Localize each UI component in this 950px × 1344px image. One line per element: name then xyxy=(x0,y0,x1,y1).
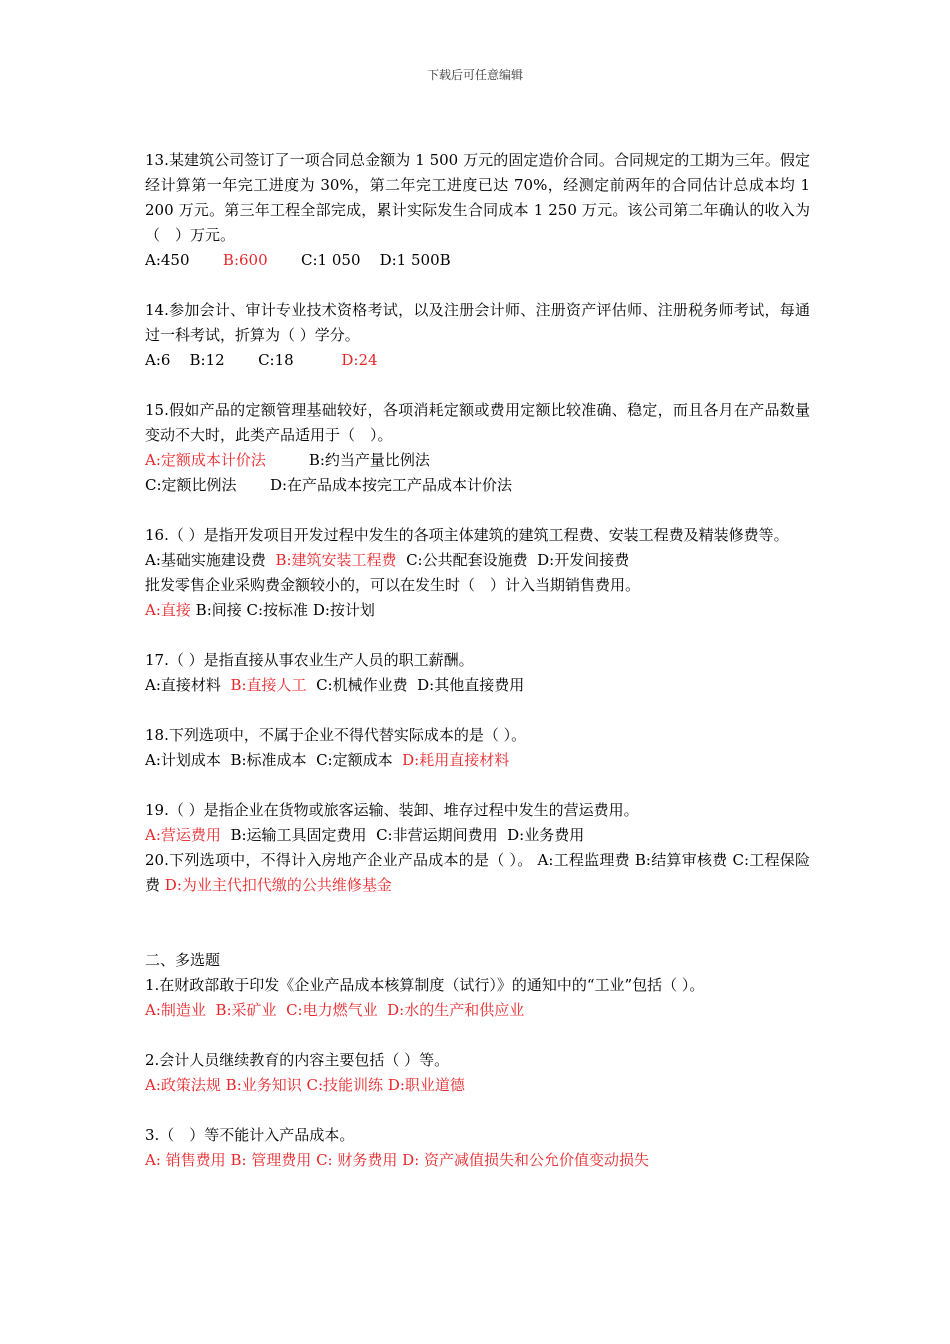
option-b-answer: B:600 xyxy=(222,251,268,269)
option-a-answer: A:营运费用 xyxy=(145,826,221,844)
option-d: D:在产品成本按完工产品成本计价法 xyxy=(269,476,513,494)
option-a: A:450 xyxy=(145,251,190,269)
question-14-options xyxy=(145,348,810,373)
option-d-answer: D: 资产减值损失和公允价值变动损失 xyxy=(402,1151,650,1169)
option-b-answer: B: 管理费用 xyxy=(230,1151,312,1169)
option-a: A:6 xyxy=(145,351,171,369)
option-c: C:定额比例法 xyxy=(145,476,237,494)
question-16: 16.（ ）是指开发项目开发过程中发生的各项主体建筑的建筑工程费、安装工程费及精装修费等。 xyxy=(145,526,789,544)
option-c: C:18 xyxy=(258,351,294,369)
question-14: 14.参加会计、审计专业技术资格考试，以及注册会计师、注册资产评估师、注册税务师考试，每通过一科考试，折算为（ ）学分。 xyxy=(145,301,810,344)
option-b-answer: B:业务知识 xyxy=(225,1076,302,1094)
question-20-text: 20.下列选项中，不得计入房地产企业产品成本的是（ ）。 A:工程监理费 B:结算审核费 C:工程保险费 xyxy=(145,851,810,894)
multi-question-3: 3.（ ）等不能计入产品成本。 xyxy=(145,1126,355,1144)
option-b: B:约当产量比例法 xyxy=(308,451,430,469)
question-13: 13.某建筑公司签订了一项合同总金额为 1 500 万元的固定造价合同。合同规定的工期为三年。假定经计算第一年完工进度为 30%，第二年完工进度已达 70%，经测定前两年的合同估计总成本均 1 200 万元。第三年工程全部完成，累计实际发生合同成本 1 250 万元。该公司第二年确认的收入为（ ）万元。 xyxy=(145,151,810,244)
question-19-options xyxy=(145,823,810,848)
option-c: C:机械作业费 xyxy=(316,676,408,694)
question-18: 18.下列选项中，不属于企业不得代替实际成本的是（ ）。 xyxy=(145,726,527,744)
option-c-answer: C: 财务费用 xyxy=(316,1151,398,1169)
multi-question-3-options xyxy=(145,1148,810,1173)
multi-question-1: 1.在财政部敢于印发《企业产品成本核算制度（试行）》的通知中的“工业”包括（ ）。 xyxy=(145,976,705,994)
option-c: C:定额成本 xyxy=(316,751,393,769)
option-c-answer: C:电力燃气业 xyxy=(286,1001,378,1019)
multi-question-1-options xyxy=(145,998,810,1023)
option-d-answer: D:职业道德 xyxy=(387,1076,465,1094)
option-a: A:计划成本 xyxy=(145,751,221,769)
option-c: C:公共配套设施费 xyxy=(406,551,528,569)
question-15-options-ab xyxy=(145,448,810,473)
question-19: 19.（ ）是指企业在货物或旅客运输、装卸、堆存过程中发生的营运费用。 xyxy=(145,801,639,819)
option-d: D:1 500B xyxy=(379,251,451,269)
option-d: D:其他直接费用 xyxy=(417,676,525,694)
question-18-options xyxy=(145,748,810,773)
option-d-answer: D:为业主代扣代缴的公共维修基金 xyxy=(164,876,392,894)
question-13-options xyxy=(145,248,810,273)
option-b: B:12 xyxy=(189,351,225,369)
question-16-options xyxy=(145,548,810,573)
question-15: 15.假如产品的定额管理基础较好，各项消耗定额或费用定额比较准确、稳定，而且各月在产品数量变动不大时，此类产品适用于（ ）。 xyxy=(145,401,810,444)
option-d-answer: D:24 xyxy=(341,351,378,369)
question-15-options-cd xyxy=(145,473,810,498)
option-b: B:间接 xyxy=(195,601,242,619)
option-d-answer: D:耗用直接材料 xyxy=(402,751,510,769)
document-body xyxy=(145,148,810,1173)
section-title-multiple-choice: 二、多选题 xyxy=(145,951,221,969)
option-d: D:业务费用 xyxy=(507,826,585,844)
option-a-answer: A:直接 xyxy=(145,601,191,619)
question-20 xyxy=(145,848,810,898)
option-c: C:非营运期间费用 xyxy=(376,826,498,844)
option-a-answer: A:制造业 xyxy=(145,1001,206,1019)
option-a-answer: A: 销售费用 xyxy=(145,1151,226,1169)
option-d: D:按计划 xyxy=(312,601,375,619)
multi-question-2: 2.会计人员继续教育的内容主要包括（ ）等。 xyxy=(145,1051,450,1069)
question-17-options xyxy=(145,673,810,698)
question-16-extra: 批发零售企业采购费金额较小的，可以在发生时（ ）计入当期销售费用。 xyxy=(145,576,641,594)
option-b: B:运输工具固定费用 xyxy=(230,826,367,844)
option-c-answer: C:技能训练 xyxy=(306,1076,384,1094)
multi-question-2-options xyxy=(145,1073,810,1098)
option-c: C:1 050 xyxy=(301,251,361,269)
page-header: 下载后可任意编辑 xyxy=(426,68,523,82)
option-b-answer: B:建筑安装工程费 xyxy=(275,551,397,569)
option-a-answer: A:定额成本计价法 xyxy=(145,451,266,469)
option-a-answer: A:政策法规 xyxy=(145,1076,221,1094)
option-d: D:开发间接费 xyxy=(537,551,630,569)
option-b-answer: B:直接人工 xyxy=(230,676,307,694)
option-a: A:直接材料 xyxy=(145,676,221,694)
option-b: B:标准成本 xyxy=(230,751,307,769)
question-16-extra-options xyxy=(145,598,810,623)
question-17: 17.（ ）是指直接从事农业生产人员的职工薪酬。 xyxy=(145,651,474,669)
option-d-answer: D:水的生产和供应业 xyxy=(387,1001,525,1019)
option-b-answer: B:采矿业 xyxy=(215,1001,277,1019)
option-a: A:基础实施建设费 xyxy=(145,551,266,569)
option-c: C:按标准 xyxy=(246,601,309,619)
